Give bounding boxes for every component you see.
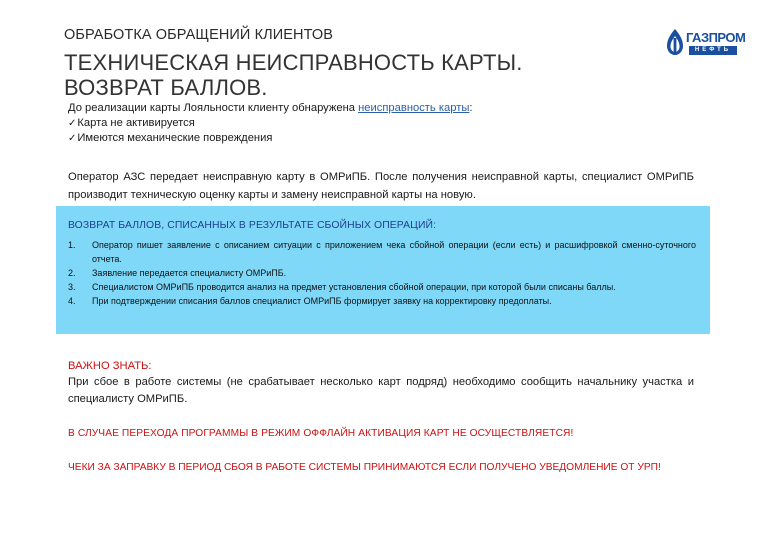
flame-icon [664, 28, 686, 56]
refund-step [68, 280, 696, 294]
offline-notice: В СЛУЧАЕ ПЕРЕХОДА ПРОГРАММЫ В РЕЖИМ ОФФЛАЙН АКТИВАЦИЯ КАРТ НЕ ОСУЩЕСТВЛЯЕТСЯ! [68, 428, 574, 439]
intro-lead: До реализации карты Лояльности клиенту обнаружена [68, 102, 359, 114]
refund-step-text: При подтверждении списания баллов специалист ОМРиПБ формирует заявку на корректировку предоплаты. [92, 296, 552, 306]
intro-colon: : [469, 102, 473, 114]
refund-step-text: Заявление передается специалисту ОМРиПБ. [92, 268, 287, 278]
refund-steps-list [68, 238, 696, 308]
slide-title [64, 50, 523, 100]
slide-title-line-1: ТЕХНИЧЕСКАЯ НЕИСПРАВНОСТЬ КАРТЫ. [64, 50, 523, 75]
intro-item [68, 131, 708, 146]
operator-paragraph: Оператор АЗС передает неисправную карту в ОМРиПБ. После получения неисправной карты, специалист ОМРиПБ производит техническую оценку карты и замену неисправной карты на новую. [68, 171, 694, 201]
refund-step-number: 2. [68, 268, 76, 278]
important-title: ВАЖНО ЗНАТЬ: [68, 360, 152, 372]
logo-sub: НЕФТЬ [689, 46, 737, 55]
logo-name: ГАЗПРОМ [686, 30, 746, 45]
receipts-notice: ЧЕКИ ЗА ЗАПРАВКУ В ПЕРИОД СБОЯ В РАБОТЕ СИСТЕМЫ ПРИНИМАЮТСЯ ЕСЛИ ПОЛУЧЕНО УВЕДОМЛЕНИЕ ОТ УРП! [68, 462, 661, 473]
refund-step [68, 238, 696, 266]
checkmark-icon: ✓ [68, 118, 77, 129]
important-body: При сбое в работе системы (не срабатывает несколько карт подряд) необходимо сообщить начальнику участка и специалисту ОМРиПБ. [68, 376, 694, 405]
refund-step-text: Специалистом ОМРиПБ проводится анализ на предмет установления сбойной операции, при которой были списаны баллы. [92, 282, 616, 292]
slide-title-line-2: ВОЗВРАТ БАЛЛОВ. [64, 75, 268, 100]
refund-box [56, 206, 710, 334]
refund-step-number: 1. [68, 240, 76, 250]
gazprom-neft-logo [664, 27, 744, 59]
refund-step [68, 294, 696, 308]
intro-block [68, 101, 708, 146]
intro-item-text: Имеются механические повреждения [77, 132, 273, 144]
refund-step-text: Оператор пишет заявление с описанием ситуации с приложением чека сбойной операции (если есть) и расшифровкой сменно-суточного отчета. [92, 240, 696, 264]
slide-subtitle: ОБРАБОТКА ОБРАЩЕНИЙ КЛИЕНТОВ [64, 27, 334, 43]
intro-item [68, 116, 708, 131]
malfunction-link[interactable]: неисправность карты [358, 102, 470, 114]
checkmark-icon: ✓ [68, 133, 77, 144]
refund-box-title: ВОЗВРАТ БАЛЛОВ, СПИСАННЫХ В РЕЗУЛЬТАТЕ СБОЙНЫХ ОПЕРАЦИЙ: [68, 220, 437, 231]
refund-step-number: 3. [68, 282, 76, 292]
refund-step-number: 4. [68, 296, 76, 306]
important-block [68, 358, 694, 408]
refund-step [68, 266, 696, 280]
intro-item-text: Карта не активируется [77, 117, 195, 129]
